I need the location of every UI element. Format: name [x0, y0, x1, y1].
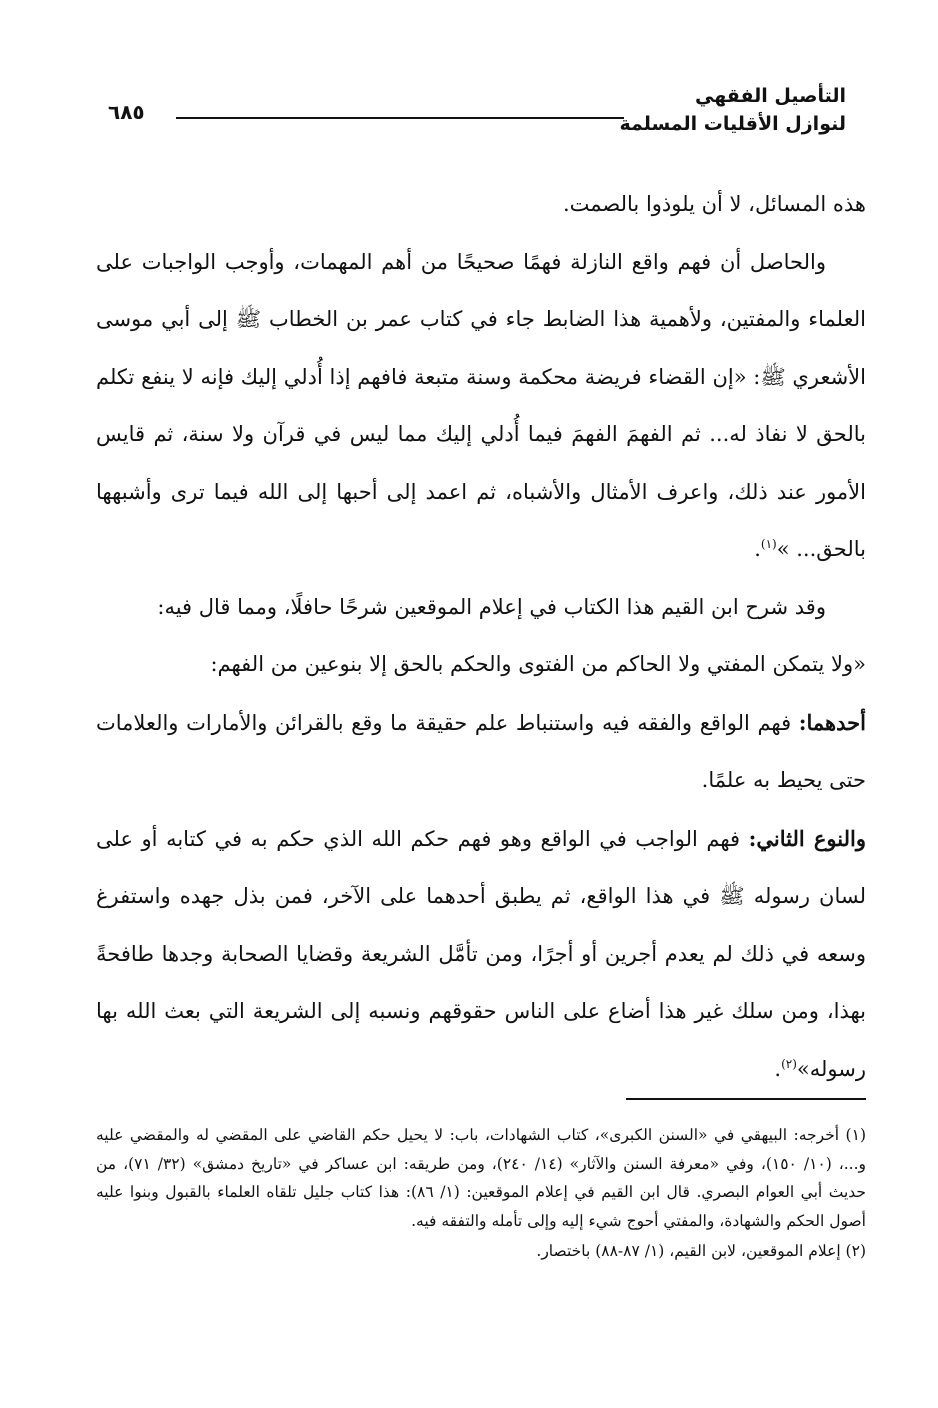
paragraph-2-end: .: [754, 537, 761, 561]
running-head: [619, 82, 846, 138]
paragraph-5: [96, 694, 866, 810]
paragraph-2-text: والحاصل أن فهم واقع النازلة فهمًا صحيحًا من أهم المهمات، وأوجب الواجبات على العلماء والمفتين، ولأهمية هذا الضابط جاء في كتاب عمر بن الخطاب ﷺ إلى أبي موسى الأشعري ﷺ: «إن القضاء فريضة محكمة وسنة متبعة فافهم إذا أُدلي إليك فإنه لا ينفع تكلم بالحق لا نفاذ له... ثم الفهمَ الفهمَ فيما أُدلي إليك مما ليس في قرآن ولا سنة، ثم قايس الأمور عند ذلك، واعرف الأمثال والأشباه، ثم اعمد إلى أحبها إلى الله فيما ترى وأشبهها بالحق... »: [96, 249, 866, 561]
paragraph-6-end: .: [774, 1056, 782, 1081]
paragraph-4-text: «ولا يتمكن المفتي ولا الحاكم من الفتوى والحكم بالحق إلا بنوعين من الفهم:: [210, 652, 866, 676]
footnote-ref-2: (٢): [781, 1056, 797, 1071]
paragraph-3: [96, 579, 866, 637]
paragraph-2: [96, 234, 866, 579]
paragraph-4: [96, 636, 866, 694]
paragraph-6-text: فهم الواجب في الواقع وهو فهم حكم الله الذي حكم به في كتابه أو على لسان رسوله ﷺ في هذا الواقع، ثم يطبق أحدهما على الآخر، فمن بذل جهده واستفرغ وسعه في ذلك لم يعدم أجرين أو أجرًا، ومن تأمَّل الشريعة وقضايا الصحابة وجدها طافحةً بهذا، ومن سلك غير هذا أضاع على الناس حقوقهم ونسبه إلى الشريعة التي بعث الله بها رسوله»: [96, 826, 866, 1081]
paragraph-3-text: وقد شرح ابن القيم هذا الكتاب في إعلام الموقعين شرحًا حافلًا، ومما قال فيه:: [157, 594, 826, 619]
footnote-1: (١) أخرجه: البيهقي في «السنن الكبرى»، كتاب الشهادات، باب: لا يحيل حكم القاضي على المقضي له والمقضي عليه و...، (١٠/ ١٥٠)، وفي «معرفة السنن والآثار» (١٤/ ٢٤٠)، ومن طريقه: ابن عساكر في «تاريخ دمشق» (٣٢/ ٧١)، من حديث أبي العوام البصري. قال ابن القيم في إعلام الموقعين: (١/ ٨٦): هذا كتاب جليل تلقاه العلماء بالقبول وبنوا عليه أصول الحكم والشهادة، والمفتي أحوج شيء إليه وإلى تأمله والتفقه فيه.: [96, 1126, 866, 1230]
footnote-rule: [626, 1098, 866, 1100]
header-rule: [176, 117, 624, 119]
paragraph-6: [96, 810, 866, 1099]
page-number: ٦٨٥: [108, 100, 145, 124]
paragraph-6-lead: والنوع الثاني:: [748, 825, 866, 851]
footnotes: [96, 1121, 866, 1266]
paragraph-5-lead: أحدهما:: [798, 709, 866, 735]
running-head-line1: التأصيل الفقهي: [695, 85, 846, 107]
paragraph-1: [96, 176, 866, 234]
paragraph-5-text: فهم الواقع والفقه فيه واستنباط علم حقيقة ما وقع بالقرائن والأمارات والعلامات حتى يحيط به علمًا.: [96, 710, 866, 792]
main-text: [96, 176, 866, 1098]
paragraph-1-text: هذه المسائل، لا أن يلوذوا بالصمت.: [562, 192, 866, 216]
running-head-line2: لنوازل الأقليات المسلمة: [619, 113, 846, 135]
footnote-ref-1: (١): [760, 537, 777, 551]
footnote-2: (٢) إعلام الموقعين، لابن القيم، (١/ ٨٧-٨٨) باختصار.: [536, 1242, 866, 1260]
